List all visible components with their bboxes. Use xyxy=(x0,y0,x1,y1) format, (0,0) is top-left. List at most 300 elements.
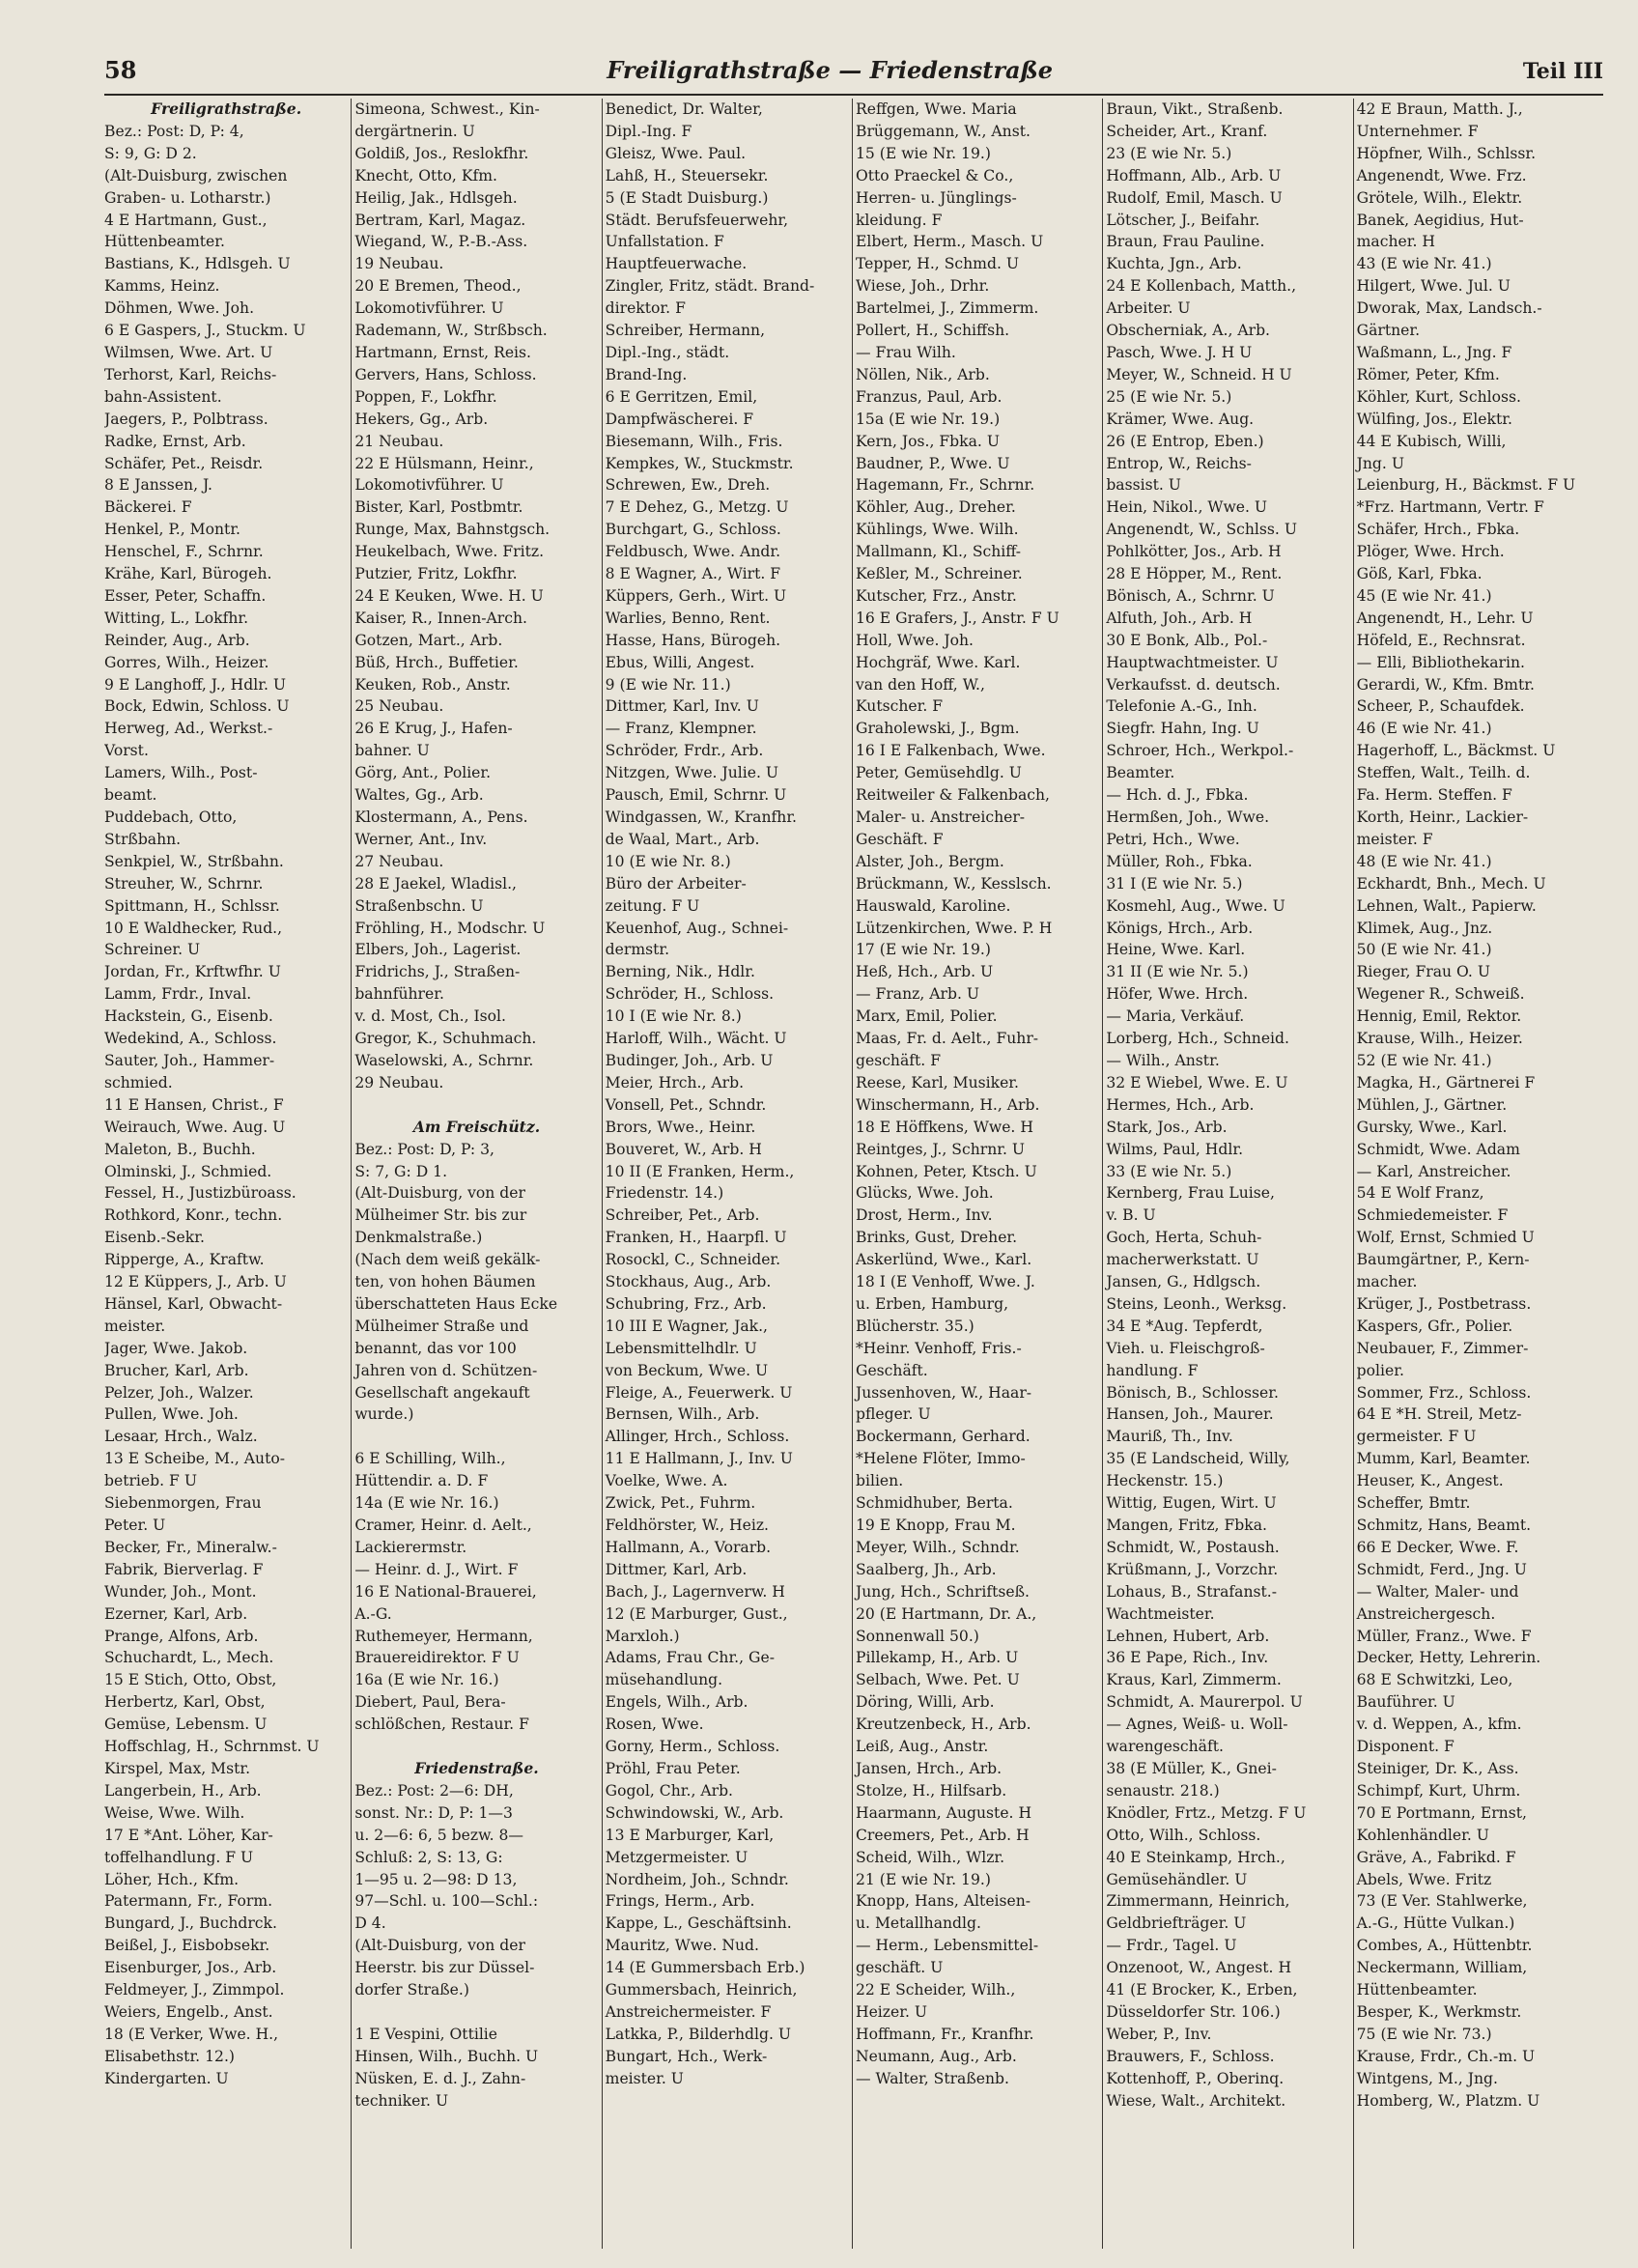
directory-line: Kamms, Heinz. xyxy=(104,277,220,296)
directory-line xyxy=(354,1094,598,1117)
directory-line: Jansen, G., Hdlgsch. xyxy=(1106,1273,1261,1291)
directory-line: Haarmann, Auguste. H xyxy=(855,1803,1032,1822)
directory-line: Bez.: Post: D, P: 3, xyxy=(354,1140,495,1158)
directory-line: handlung. F xyxy=(1106,1361,1199,1379)
directory-line: Heilig, Jak., Hdlsgeh. xyxy=(354,188,518,207)
directory-line: Mühlen, J., Gärtner. xyxy=(1356,1095,1508,1114)
directory-line: Gesellschaft angekauft xyxy=(354,1383,530,1402)
directory-line: 4 E Hartmann, Gust., xyxy=(104,211,268,229)
section-label: Teil III xyxy=(1522,59,1603,84)
directory-line: dergärtnerin. U xyxy=(354,122,475,140)
directory-line: Adams, Frau Chr., Ge- xyxy=(605,1649,776,1667)
directory-line: bahner. U xyxy=(354,742,430,760)
directory-line: bahnführer. xyxy=(354,985,444,1004)
directory-line: Lorberg, Hch., Schneid. xyxy=(1106,1030,1289,1048)
directory-line: Alster, Joh., Bergm. xyxy=(855,852,1004,870)
directory-line: Baumgärtner, P., Kern- xyxy=(1356,1251,1530,1269)
directory-line: Freiligrathstraße. xyxy=(151,99,302,118)
directory-line: Hein, Nikol., Wwe. U xyxy=(1106,498,1268,517)
directory-line: Dampfwäscherei. F xyxy=(605,410,754,428)
directory-line: Küppers, Gerh., Wirt. U xyxy=(605,586,787,605)
directory-line: Streuher, W., Schrnr. xyxy=(104,874,264,893)
directory-line: 20 E Bremen, Theod., xyxy=(354,277,522,296)
directory-line: Brucher, Karl, Arb. xyxy=(104,1361,249,1379)
directory-line: Krüger, J., Postbetrass. xyxy=(1356,1294,1532,1313)
directory-line: Krüßmann, J., Vorzchr. xyxy=(1106,1560,1279,1578)
directory-line: polier. xyxy=(1356,1361,1404,1379)
directory-line: Waßmann, L., Jng. F xyxy=(1356,343,1512,361)
directory-line: Dipl.-Ing. F xyxy=(605,122,692,140)
directory-line: Geschäft. F xyxy=(855,830,944,848)
directory-line: Löher, Hch., Kfm. xyxy=(104,1870,240,1888)
directory-line: Schröder, H., Schloss. xyxy=(605,985,775,1004)
directory-line: 40 E Steinkamp, Hrch., xyxy=(1106,1848,1285,1866)
directory-line: 6 E Schilling, Wilh., xyxy=(354,1450,506,1468)
directory-line: Pollert, H., Schiffsh. xyxy=(855,322,1010,340)
directory-line: Stolze, H., Hilfsarb. xyxy=(855,1781,1007,1800)
directory-line: Dittmer, Karl, Inv. U xyxy=(605,697,759,716)
directory-line: 18 E Höffkens, Wwe. H xyxy=(855,1118,1033,1136)
directory-line: von Beckum, Wwe. U xyxy=(605,1361,769,1379)
header-rule xyxy=(104,94,1603,96)
directory-line: Weiers, Engelb., Anst. xyxy=(104,2002,273,2021)
directory-line: Waltes, Gg., Arb. xyxy=(354,786,484,805)
directory-line: Kaspers, Gfr., Polier. xyxy=(1356,1317,1513,1335)
directory-line: Brüggemann, W., Anst. xyxy=(855,122,1031,140)
directory-line: 26 (E Entrop, Eben.) xyxy=(1106,432,1264,450)
directory-line: Peter. U xyxy=(104,1517,166,1534)
directory-line: bassist. U xyxy=(1106,476,1181,495)
directory-line: 5 (E Stadt Duisburg.) xyxy=(605,188,769,207)
directory-line: Heerstr. bis zur Düssel- xyxy=(354,1959,535,1977)
directory-line: Scheffer, Bmtr. xyxy=(1356,1494,1471,1513)
directory-line: Maler- u. Anstreicher- xyxy=(855,808,1026,826)
directory-line: Strßbahn. xyxy=(104,830,182,848)
directory-line: Abels, Wwe. Fritz xyxy=(1356,1870,1492,1888)
directory-line: Schimpf, Kurt, Uhrm. xyxy=(1356,1781,1521,1800)
directory-line: Hansen, Joh., Maurer. xyxy=(1106,1405,1274,1424)
directory-line: zeitung. F U xyxy=(605,896,700,915)
directory-line: toffelhandlung. F U xyxy=(104,1848,254,1866)
directory-line: Lamm, Frdr., Inval. xyxy=(104,985,252,1004)
directory-line: 25 Neubau. xyxy=(354,697,444,716)
directory-line: Schmitz, Hans, Beamt. xyxy=(1356,1517,1532,1534)
directory-line: 26 E Krug, J., Hafen- xyxy=(354,720,513,738)
directory-line: Bäckerei. F xyxy=(104,498,192,517)
directory-line: Jahren von d. Schützen- xyxy=(354,1361,538,1379)
directory-line: 24 E Keuken, Wwe. H. U xyxy=(354,586,544,605)
directory-line: Wegener R., Schweiß. xyxy=(1356,985,1525,1004)
directory-line: 19 E Knopp, Frau M. xyxy=(855,1517,1016,1534)
column-5 xyxy=(1102,99,1352,2249)
directory-line: benannt, das vor 100 xyxy=(354,1339,517,1357)
directory-line: Bernsen, Wilh., Arb. xyxy=(605,1405,760,1424)
directory-line: Blücherstr. 35.) xyxy=(855,1317,974,1335)
directory-line: Jordan, Fr., Krftwfhr. U xyxy=(104,963,281,981)
directory-line: Engels, Wilh., Arb. xyxy=(605,1693,748,1712)
directory-line: Steiniger, Dr. K., Ass. xyxy=(1356,1759,1519,1777)
directory-line: Gemüsehändler. U xyxy=(1106,1870,1248,1888)
directory-line: Brand-Ing. xyxy=(605,365,688,383)
directory-line: Poppen, F., Lokfhr. xyxy=(354,387,497,406)
directory-line: Herren- u. Jünglings- xyxy=(855,188,1017,207)
directory-line: Lehnen, Hubert, Arb. xyxy=(1106,1627,1270,1645)
directory-line: Bartelmei, J., Zimmerm. xyxy=(855,299,1039,318)
directory-line: Brors, Wwe., Heinr. xyxy=(605,1118,756,1136)
directory-line: Harloff, Wilh., Wächt. U xyxy=(605,1030,787,1048)
directory-line: 28 E Jaekel, Wladisl., xyxy=(354,874,518,893)
directory-line: Vieh. u. Fleischgroß- xyxy=(1106,1339,1265,1357)
directory-line xyxy=(354,2001,598,2024)
directory-line: 10 III E Wagner, Jak., xyxy=(605,1317,769,1335)
directory-line: Rademann, W., Strßbsch. xyxy=(354,322,548,340)
directory-line: Döhmen, Wwe. Joh. xyxy=(104,299,255,318)
column-3 xyxy=(602,99,852,2249)
directory-line: Schmidt, A. Maurerpol. U xyxy=(1106,1693,1303,1712)
directory-line: Disponent. F xyxy=(1356,1738,1454,1756)
directory-line: Kernberg, Frau Luise, xyxy=(1106,1184,1275,1203)
directory-line: S: 9, G: D 2. xyxy=(104,144,197,162)
directory-line: Angenendt, H., Lehr. U xyxy=(1356,609,1534,627)
directory-line: Lohaus, B., Strafanst.- xyxy=(1106,1582,1277,1601)
directory-line: Dworak, Max, Landsch.- xyxy=(1356,299,1542,318)
directory-line: Heizer. U xyxy=(855,2002,928,2021)
directory-line: Kohnen, Peter, Ktsch. U xyxy=(855,1162,1037,1180)
directory-line: 21 (E wie Nr. 19.) xyxy=(855,1870,991,1888)
directory-line: Hekers, Gg., Arb. xyxy=(354,410,489,428)
directory-line: 23 (E wie Nr. 5.) xyxy=(1106,144,1232,162)
directory-line: — Franz, Arb. U xyxy=(855,985,980,1004)
directory-line: 42 E Braun, Matth. J., xyxy=(1356,100,1523,118)
directory-line: Städt. Berufsfeuerwehr, xyxy=(605,211,789,229)
directory-line: Müller, Roh., Fbka. xyxy=(1106,852,1253,870)
directory-line: — Walter, Maler- und xyxy=(1356,1582,1519,1601)
directory-line: Kindergarten. U xyxy=(104,2069,229,2087)
directory-line: 36 E Pape, Rich., Inv. xyxy=(1106,1649,1269,1667)
directory-line: Rosockl, C., Schneider. xyxy=(605,1251,781,1269)
directory-line: Zwick, Pet., Fuhrm. xyxy=(605,1494,756,1513)
directory-line: 10 II (E Franken, Herm., xyxy=(605,1162,795,1180)
directory-line: Kutscher, Frz., Anstr. xyxy=(855,586,1017,605)
directory-line: Elisabethstr. 12.) xyxy=(104,2047,235,2065)
directory-line: 31 II (E wie Nr. 5.) xyxy=(1106,963,1249,981)
directory-line: v. B. U xyxy=(1106,1206,1156,1225)
directory-line: überschatteten Haus Ecke xyxy=(354,1294,558,1313)
directory-line: Angenendt, Wwe. Frz. xyxy=(1356,166,1527,184)
directory-line: Kappe, L., Geschäftsinh. xyxy=(605,1914,792,1933)
directory-line: Gorres, Wilh., Heizer. xyxy=(104,653,269,671)
column-2 xyxy=(351,99,601,2249)
directory-line: Wilms, Paul, Hdlr. xyxy=(1106,1140,1244,1158)
directory-line: Gummersbach, Heinrich, xyxy=(605,1981,798,1999)
directory-line: Patermann, Fr., Form. xyxy=(104,1892,273,1911)
directory-line: Spittmann, H., Schlssr. xyxy=(104,896,280,915)
directory-line: Telefonie A.-G., Inh. xyxy=(1106,697,1257,716)
directory-line: Schmidt, Ferd., Jng. U xyxy=(1356,1560,1527,1578)
directory-line: Pasch, Wwe. J. H U xyxy=(1106,343,1253,361)
directory-line: Fleige, A., Feuerwerk. U xyxy=(605,1383,793,1402)
page-number: 58 xyxy=(104,56,137,84)
directory-line: 16 E National-Brauerei, xyxy=(354,1582,537,1601)
directory-line: Vonsell, Pet., Schndr. xyxy=(605,1095,767,1114)
directory-line: 54 E Wolf Franz, xyxy=(1356,1184,1484,1203)
directory-line: 32 E Wiebel, Wwe. E. U xyxy=(1106,1073,1288,1091)
directory-line: 33 (E wie Nr. 5.) xyxy=(1106,1162,1232,1180)
directory-line: Nordheim, Joh., Schndr. xyxy=(605,1870,789,1888)
directory-line: Goch, Herta, Schuh- xyxy=(1106,1229,1262,1247)
directory-line: 44 E Kubisch, Willi, xyxy=(1356,432,1507,450)
directory-line: Lahß, H., Steuersekr. xyxy=(605,166,769,184)
directory-line: Bönisch, B., Schlosser. xyxy=(1106,1383,1279,1402)
directory-line: Jng. U xyxy=(1356,454,1404,472)
directory-line: Rieger, Frau O. U xyxy=(1356,963,1490,981)
directory-line: Decker, Hetty, Lehrerin. xyxy=(1356,1649,1541,1667)
directory-line: Krause, Wilh., Heizer. xyxy=(1356,1030,1523,1048)
directory-line: Neckermann, William, xyxy=(1356,1959,1528,1977)
directory-line: Höpfner, Wilh., Schlssr. xyxy=(1356,144,1537,162)
directory-line: Rosen, Wwe. xyxy=(605,1715,704,1734)
directory-line: Witting, L., Lokfhr. xyxy=(104,609,249,627)
directory-line: Henkel, P., Montr. xyxy=(104,521,241,539)
directory-line: direktor. F xyxy=(605,299,686,318)
directory-line: 6 E Gerritzen, Emil, xyxy=(605,387,758,406)
directory-line: Wiese, Joh., Drhr. xyxy=(855,277,990,296)
directory-line: u. 2—6: 6, 5 bezw. 8— xyxy=(354,1826,523,1844)
directory-line: Langerbein, H., Arb. xyxy=(104,1781,262,1800)
directory-line: Anstreichermeister. F xyxy=(605,2002,772,2021)
directory-line: Arbeiter. U xyxy=(1106,299,1191,318)
directory-line: Weber, P., Inv. xyxy=(1106,2025,1212,2043)
directory-line: schmied. xyxy=(104,1073,173,1091)
directory-line: meister. F xyxy=(1356,830,1433,848)
directory-line: 15 E Stich, Otto, Obst, xyxy=(104,1671,277,1689)
directory-line: Weirauch, Wwe. Aug. U xyxy=(104,1118,286,1136)
directory-line: Gräve, A., Fabrikd. F xyxy=(1356,1848,1516,1866)
directory-line: Gleisz, Wwe. Paul. xyxy=(605,144,747,162)
directory-line: Lesaar, Hrch., Walz. xyxy=(104,1428,258,1446)
directory-line: Otto, Wilh., Schloss. xyxy=(1106,1826,1261,1844)
directory-line: macher. xyxy=(1356,1273,1418,1291)
directory-line: Friedenstr. 14.) xyxy=(605,1184,724,1203)
directory-line: — Elli, Bibliothekarin. xyxy=(1356,653,1525,671)
directory-line: Denkmalstraße.) xyxy=(354,1229,483,1247)
directory-line: Zingler, Fritz, städt. Brand- xyxy=(605,277,815,296)
directory-line: *Heinr. Venhoff, Fris.- xyxy=(855,1339,1022,1357)
directory-line: 48 (E wie Nr. 41.) xyxy=(1356,852,1492,870)
directory-line: (Nach dem weiß gekälk- xyxy=(354,1251,541,1269)
directory-line: Köhler, Aug., Dreher. xyxy=(855,498,1016,517)
directory-line: Keuken, Rob., Anstr. xyxy=(354,675,511,694)
directory-line: 68 E Schwitzki, Leo, xyxy=(1356,1671,1513,1689)
directory-line: Petri, Hch., Wwe. xyxy=(1106,830,1240,848)
directory-line: 66 E Decker, Wwe. F. xyxy=(1356,1538,1519,1556)
directory-line: 25 (E wie Nr. 5.) xyxy=(1106,387,1232,406)
directory-line: Reinder, Aug., Arb. xyxy=(104,631,250,649)
directory-line: Lokomotivführer. U xyxy=(354,476,504,495)
directory-line: Peter, Gemüsehdlg. U xyxy=(855,764,1022,782)
directory-line: 10 (E wie Nr. 8.) xyxy=(605,852,731,870)
directory-line: Göß, Karl, Fbka. xyxy=(1356,565,1483,583)
directory-line: Baudner, P., Wwe. U xyxy=(855,454,1010,472)
directory-line: Jager, Wwe. Jakob. xyxy=(104,1339,248,1357)
directory-line: v. d. Most, Ch., Isol. xyxy=(354,1007,506,1026)
directory-line: 8 E Janssen, J. xyxy=(104,476,212,495)
directory-line: Eckhardt, Bnh., Mech. U xyxy=(1356,874,1546,893)
directory-line: Bertram, Karl, Magaz. xyxy=(354,211,526,229)
directory-line: 22 E Hülsmann, Heinr., xyxy=(354,454,534,472)
directory-line: Scheider, Art., Kranf. xyxy=(1106,122,1268,140)
directory-line: Herbertz, Karl, Obst, xyxy=(104,1693,266,1712)
directory-line: Wülfing, Jos., Elektr. xyxy=(1356,410,1512,428)
directory-line: Rudolf, Emil, Masch. U xyxy=(1106,188,1283,207)
directory-line: Graben- u. Lotharstr.) xyxy=(104,188,271,207)
directory-line: 43 (E wie Nr. 41.) xyxy=(1356,255,1492,273)
directory-line: Schuchardt, L., Mech. xyxy=(104,1649,274,1667)
directory-line: Franzus, Paul, Arb. xyxy=(855,387,1003,406)
directory-line: Römer, Peter, Kfm. xyxy=(1356,365,1500,383)
directory-line: Hinsen, Wilh., Buchh. U xyxy=(354,2047,539,2065)
directory-line: Mangen, Fritz, Fbka. xyxy=(1106,1517,1267,1534)
directory-line: 29 Neubau. xyxy=(354,1073,444,1091)
directory-line: germeister. F U xyxy=(1356,1428,1477,1446)
directory-line: beamt. xyxy=(104,786,157,805)
column-1 xyxy=(104,99,351,2249)
directory-line: Düsseldorfer Str. 106.) xyxy=(1106,2002,1281,2021)
directory-line: Obscherniak, A., Arb. xyxy=(1106,322,1271,340)
directory-line: 6 E Gaspers, J., Stuckm. U xyxy=(104,322,306,340)
directory-line: 30 E Bonk, Alb., Pol.- xyxy=(1106,631,1268,649)
directory-line: 15 (E wie Nr. 19.) xyxy=(855,144,991,162)
directory-line: Nitzgen, Wwe. Julie. U xyxy=(605,764,779,782)
directory-line: Hagerhoff, L., Bäckmst. U xyxy=(1356,742,1556,760)
directory-line: Brauereidirektor. F U xyxy=(354,1649,520,1667)
directory-line: — Agnes, Weiß- u. Woll- xyxy=(1106,1715,1288,1734)
directory-line: Leiß, Aug., Anstr. xyxy=(855,1738,989,1756)
directory-line: Simeona, Schwest., Kin- xyxy=(354,100,540,118)
directory-line: Hackstein, G., Eisenb. xyxy=(104,1007,273,1026)
directory-line: Meyer, W., Schneid. H U xyxy=(1106,365,1292,383)
directory-line: Putzier, Fritz, Lokfhr. xyxy=(354,565,518,583)
directory-line: Steffen, Walt., Teilh. d. xyxy=(1356,764,1531,782)
directory-line: Graholewski, J., Bgm. xyxy=(855,720,1020,738)
directory-line: Büß, Hrch., Buffetier. xyxy=(354,653,519,671)
directory-line: Neumann, Aug., Arb. xyxy=(855,2047,1017,2065)
directory-line: Döring, Willi, Arb. xyxy=(855,1693,995,1712)
directory-line: u. Metallhandlg. xyxy=(855,1914,981,1933)
directory-line: Bister, Karl, Postbmtr. xyxy=(354,498,523,517)
directory-line: Nöllen, Nik., Arb. xyxy=(855,365,990,383)
directory-line: Siegfr. Hahn, Ing. U xyxy=(1106,720,1259,738)
directory-line: meister. xyxy=(104,1317,166,1335)
directory-line: 64 E *H. Streil, Metz- xyxy=(1356,1405,1522,1424)
directory-line: wurde.) xyxy=(354,1405,414,1424)
directory-line: Elbert, Herm., Masch. U xyxy=(855,233,1044,251)
directory-line: Banek, Aegidius, Hut- xyxy=(1356,211,1524,229)
directory-line: Verkaufsst. d. deutsch. xyxy=(1106,675,1281,694)
directory-line: Mülheimer Str. bis zur xyxy=(354,1206,527,1225)
directory-line: 1—95 u. 2—98: D 13, xyxy=(354,1870,518,1888)
directory-line: Kuchta, Jgn., Arb. xyxy=(1106,255,1242,273)
directory-line: Wintgens, M., Jng. xyxy=(1356,2069,1498,2087)
directory-line: Kirspel, Max, Mstr. xyxy=(104,1759,251,1777)
directory-line: Warlies, Benno, Rent. xyxy=(605,609,771,627)
directory-line: warengeschäft. xyxy=(1106,1738,1224,1756)
directory-line: Mülheimer Straße und xyxy=(354,1317,529,1335)
directory-line: Creemers, Pet., Arb. H xyxy=(855,1826,1030,1844)
directory-line: 8 E Wagner, A., Wirt. F xyxy=(605,565,781,583)
directory-line: Hüttenbeamter. xyxy=(104,233,225,251)
directory-line: 10 I (E wie Nr. 8.) xyxy=(605,1007,742,1026)
directory-line: Hermes, Hch., Arb. xyxy=(1106,1095,1255,1114)
directory-line: Gursky, Wwe., Karl. xyxy=(1356,1118,1508,1136)
directory-line: dorfer Straße.) xyxy=(354,1981,469,1999)
directory-line: Schäfer, Pet., Reisdr. xyxy=(104,454,264,472)
directory-line: Schmidhuber, Berta. xyxy=(855,1494,1013,1513)
directory-line: Kohlenhändler. U xyxy=(1356,1826,1489,1844)
directory-line: Schroer, Hch., Werkpol.- xyxy=(1106,742,1294,760)
directory-line: Feldbusch, Wwe. Andr. xyxy=(605,543,781,561)
directory-line: Mauritz, Wwe. Nud. xyxy=(605,1937,759,1955)
directory-line xyxy=(354,1426,598,1448)
directory-line: Schreiber, Pet., Arb. xyxy=(605,1206,760,1225)
directory-line: Beamter. xyxy=(1106,764,1175,782)
directory-line: Fridrichs, J., Straßen- xyxy=(354,963,521,981)
directory-line: Jansen, Hrch., Arb. xyxy=(855,1759,1003,1777)
directory-line: Bock, Edwin, Schloss. U xyxy=(104,697,290,716)
directory-line: Winschermann, H., Arb. xyxy=(855,1095,1040,1114)
directory-line: Puddebach, Otto, xyxy=(104,808,238,826)
directory-line: Pullen, Wwe. Joh. xyxy=(104,1405,239,1424)
directory-line: Kern, Jos., Fbka. U xyxy=(855,432,1000,450)
directory-line: Keuenhof, Aug., Schnei- xyxy=(605,919,789,937)
directory-line: Wittig, Eugen, Wirt. U xyxy=(1106,1494,1277,1513)
directory-line: Voelke, Wwe. A. xyxy=(605,1472,728,1490)
directory-line: Metzgermeister. U xyxy=(605,1848,748,1866)
directory-line: Alfuth, Joh., Arb. H xyxy=(1106,609,1253,627)
directory-line: Straßenbschn. U xyxy=(354,896,484,915)
directory-line: 13 E Scheibe, M., Auto- xyxy=(104,1450,286,1468)
directory-line: 7 E Dehez, G., Metzg. U xyxy=(605,498,789,517)
directory-line: Büro der Arbeiter- xyxy=(605,874,747,893)
directory-line: Marxloh.) xyxy=(605,1627,680,1645)
directory-line: Wunder, Joh., Mont. xyxy=(104,1582,257,1601)
directory-line: 17 (E wie Nr. 19.) xyxy=(855,941,991,959)
directory-line: bahn-Assistent. xyxy=(104,387,222,406)
directory-line: u. Erben, Hamburg, xyxy=(855,1294,1009,1313)
directory-line: 19 Neubau. xyxy=(354,255,444,273)
directory-line: Besper, K., Werkmstr. xyxy=(1356,2002,1522,2021)
directory-line: Gorny, Herm., Schloss. xyxy=(605,1738,780,1756)
directory-line: 11 E Hallmann, J., Inv. U xyxy=(605,1450,793,1468)
directory-line: A.-G., Hütte Vulkan.) xyxy=(1356,1914,1515,1933)
directory-line: Siebenmorgen, Frau xyxy=(104,1494,262,1513)
directory-line: macherwerkstatt. U xyxy=(1106,1251,1259,1269)
directory-line: Bouveret, W., Arb. H xyxy=(605,1140,762,1158)
directory-line: Reese, Karl, Musiker. xyxy=(855,1073,1020,1091)
directory-line: Kottenhoff, P., Oberinq. xyxy=(1106,2069,1285,2087)
directory-line: D 4. xyxy=(354,1914,386,1933)
directory-line: Hauptwachtmeister. U xyxy=(1106,653,1279,671)
directory-line: — Frdr., Tagel. U xyxy=(1106,1937,1237,1955)
directory-line: Lebensmittelhdlr. U xyxy=(605,1339,757,1357)
directory-line: Mumm, Karl, Beamter. xyxy=(1356,1450,1531,1468)
directory-line: Prange, Alfons, Arb. xyxy=(104,1627,259,1645)
directory-line: Olminski, J., Schmied. xyxy=(104,1162,272,1180)
directory-line: kleidung. F xyxy=(855,211,943,229)
directory-line: Mauriß, Th., Inv. xyxy=(1106,1428,1233,1446)
directory-line: 46 (E wie Nr. 41.) xyxy=(1356,720,1492,738)
directory-line: 18 (E Verker, Wwe. H., xyxy=(104,2025,279,2043)
